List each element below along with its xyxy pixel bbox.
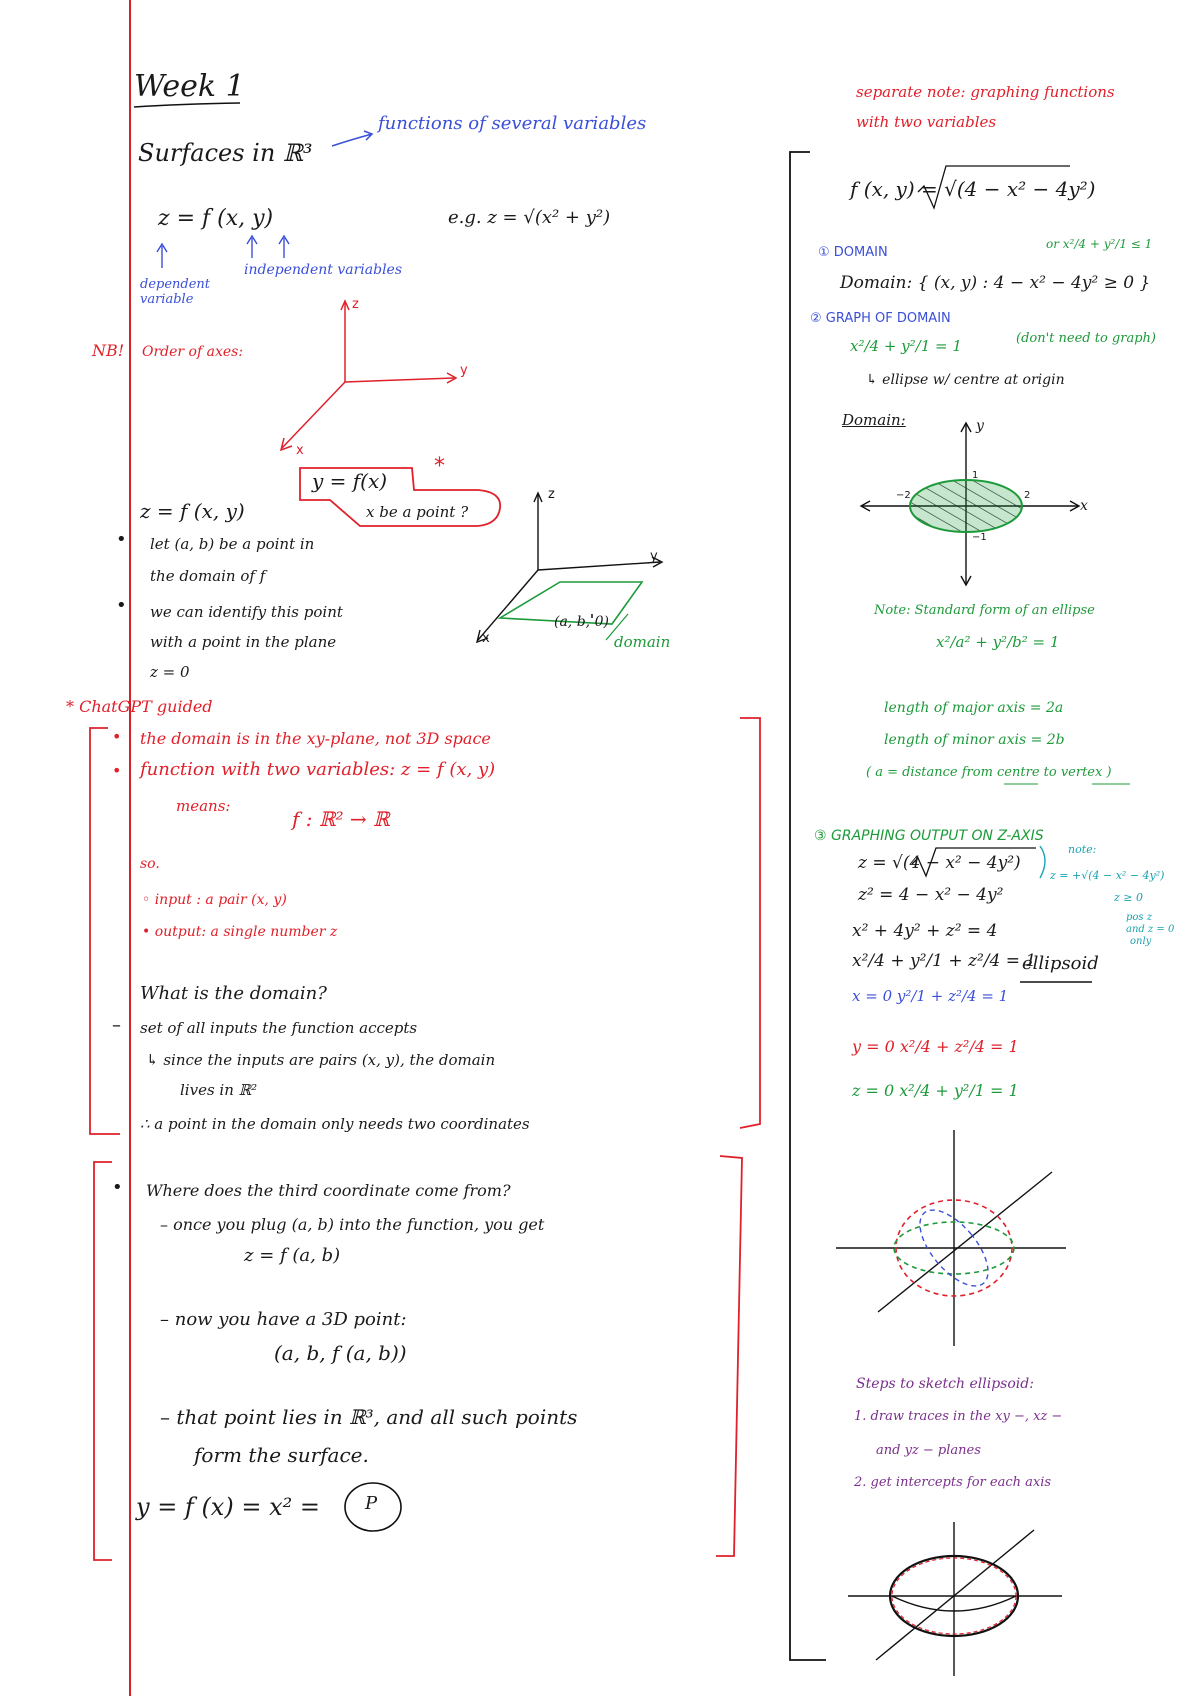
- red-line4: f : ℝ² → ℝ: [292, 807, 390, 831]
- or-note: or x²/4 + y²/1 ≤ 1: [1046, 237, 1153, 251]
- tick-2: 2: [1024, 490, 1031, 501]
- step1-domain: ① DOMAIN: [818, 245, 888, 260]
- example-equation: e.g. z = √(x² + y²): [448, 207, 611, 228]
- therefore-line: ∴ a point in the domain only needs two coordinates: [140, 1115, 530, 1133]
- domain-axis-z: z: [548, 487, 555, 502]
- fxy-definition: f (x, y) = √(4 − x² − 4y²): [850, 177, 1096, 201]
- domain-axis-y: y: [650, 549, 658, 564]
- set-all-line: set of all inputs the function accepts: [140, 1019, 418, 1037]
- trace-z0: z = 0 x²/4 + y²/1 = 1: [852, 1081, 1019, 1100]
- bullet1-line2: the domain of f: [150, 567, 266, 585]
- teal-note-1: note:: [1068, 843, 1097, 856]
- circled-p-char: P: [365, 1493, 378, 1514]
- once-line: – once you plug (a, b) into the function, you get: [160, 1215, 545, 1234]
- bullet-dot: •: [116, 595, 127, 616]
- since-line: ↳ since the inputs are pairs (x, y), the domain: [146, 1051, 496, 1069]
- ellipsoid-eq2: z² = 4 − x² − 4y²: [858, 885, 1004, 905]
- major-axis-note: length of major axis = 2a: [884, 700, 1064, 716]
- dash-mark: –: [112, 1015, 121, 1036]
- dont-graph-note: (don't need to graph): [1016, 331, 1156, 346]
- bullet2-line1: we can identify this point: [150, 603, 343, 621]
- teal-note-2: z = +√(4 − x² − 4y²): [1050, 869, 1165, 882]
- bullet-dot: •: [112, 727, 122, 746]
- teal-note-5: and z = 0: [1126, 924, 1175, 935]
- graph-y-label: y: [976, 418, 984, 434]
- ellipse-equation: x²/4 + y²/1 = 1: [850, 337, 962, 355]
- output-line: • output: a single number z: [142, 924, 338, 940]
- step2-graph: ② GRAPH OF DOMAIN: [810, 311, 951, 326]
- standard-form-eq: x²/a² + y²/b² = 1: [936, 633, 1060, 651]
- independent-label: independent variables: [244, 262, 403, 278]
- ellipsoid-eq1: z = √(4 − x² − 4y²): [858, 853, 1021, 873]
- page-title: Week 1: [134, 69, 245, 104]
- trace-x0: x = 0 y²/1 + z²/4 = 1: [852, 987, 1009, 1005]
- ab0-label: (a, b, 0): [554, 614, 609, 630]
- standard-form-note: Note: Standard form of an ellipse: [874, 603, 1095, 618]
- dependent-label: dependent variable: [140, 277, 211, 307]
- star-mark: *: [434, 454, 445, 479]
- bullet2-line3: z = 0: [150, 663, 190, 681]
- bullet-dot: •: [112, 761, 122, 780]
- bullet-dot: •: [116, 529, 127, 550]
- so-label: so.: [140, 856, 160, 872]
- separate-note-line2: with two variables: [856, 113, 997, 131]
- teal-note-4: pos z: [1126, 912, 1153, 923]
- red-bracket-right-2: [716, 1156, 742, 1556]
- lives-line: lives in ℝ²: [180, 1081, 258, 1099]
- domain-ellipse-graph: [861, 423, 1079, 585]
- axes-x-label: x: [296, 443, 304, 458]
- step3-graphing: ③ GRAPHING OUTPUT ON Z-AXIS: [814, 828, 1044, 844]
- teal-note-6: only: [1130, 936, 1152, 947]
- separate-note-line1: separate note: graphing functions: [856, 83, 1115, 101]
- that-point-line: – that point lies in ℝ³, and all such points: [160, 1405, 578, 1429]
- steps-1a: 1. draw traces in the xy −, xz −: [854, 1409, 1063, 1424]
- order-of-axes-diagram: [281, 301, 456, 450]
- functions-note: functions of several variables: [378, 113, 647, 134]
- where-line: Where does the third coordinate come from?: [146, 1181, 511, 1200]
- domain-axis-x: x: [482, 631, 490, 646]
- red-line2: function with two variables: z = f (x, y): [140, 759, 496, 780]
- domain-set: Domain: { (x, y) : 4 − x² − 4y² ≥ 0 }: [840, 273, 1151, 293]
- red-bracket-left-1: [90, 728, 120, 1134]
- minor-axis-note: length of minor axis = 2b: [884, 732, 1065, 748]
- steps-1b: and yz − planes: [876, 1443, 981, 1458]
- bullet2-line2: with a point in the plane: [150, 633, 337, 651]
- tick-minus2: −2: [896, 490, 911, 501]
- trace-y0: y = 0 x²/4 + z²/4 = 1: [852, 1037, 1019, 1056]
- point3d: (a, b, f (a, b)): [274, 1341, 407, 1365]
- y-x2-line: y = f (x) = x² =: [136, 1493, 320, 1521]
- black-bracket: [790, 152, 826, 1660]
- z-fab: z = f (a, b): [244, 1245, 341, 1266]
- bullet1-line1: let (a, b) be a point in: [150, 535, 315, 553]
- z-fxy-2: z = f (x, y): [140, 499, 245, 523]
- surfaces-heading: Surfaces in ℝ³: [138, 139, 313, 167]
- ellipsoid-eq3: x² + 4y² + z² = 4: [852, 921, 998, 941]
- form-line: form the surface.: [194, 1443, 369, 1467]
- steps-heading: Steps to sketch ellipsoid:: [856, 1376, 1034, 1392]
- yfx-note: y = f(x): [312, 469, 388, 493]
- ellipsoid-final-sketch: [848, 1522, 1062, 1676]
- ellipsoid-traces-sketch: [836, 1130, 1066, 1346]
- graph-x-label: x: [1080, 498, 1088, 514]
- red-bracket-left-2: [94, 1162, 112, 1560]
- ellipse-centre-note: ↳ ellipse w/ centre at origin: [866, 372, 1065, 388]
- red-line3: means:: [176, 797, 231, 815]
- ellipsoid-eq4: x²/4 + y²/1 + z²/4 = 1: [852, 951, 1037, 971]
- red-line1: the domain is in the xy-plane, not 3D space: [140, 729, 491, 748]
- what-domain: What is the domain?: [140, 983, 327, 1004]
- red-bracket-right-1: [740, 718, 760, 1128]
- steps-2: 2. get intercepts for each axis: [854, 1475, 1052, 1490]
- axes-y-label: y: [460, 363, 468, 378]
- a-distance-note: ( a = distance from centre to vertex ): [866, 765, 1112, 780]
- chatgpt-guided: * ChatGPT guided: [66, 697, 213, 716]
- tick-1: 1: [972, 470, 979, 481]
- x-point-note: x be a point ?: [366, 503, 469, 521]
- z-equation: z = f (x, y): [158, 206, 274, 231]
- input-line: ◦ input : a pair (x, y): [142, 892, 287, 908]
- order-axes-label: Order of axes:: [142, 344, 244, 360]
- axes-z-label: z: [352, 297, 359, 312]
- bullet-dot: •: [112, 1177, 123, 1198]
- now-line: – now you have a 3D point:: [160, 1309, 407, 1330]
- ellipsoid-label: ellipsoid: [1022, 953, 1099, 974]
- teal-note-3: z ≥ 0: [1114, 891, 1144, 904]
- nb-label: NB!: [92, 341, 125, 360]
- tick-minus1: −1: [972, 532, 987, 543]
- domain-green-label: domain: [614, 633, 671, 651]
- domain-graph-label: Domain:: [842, 411, 906, 429]
